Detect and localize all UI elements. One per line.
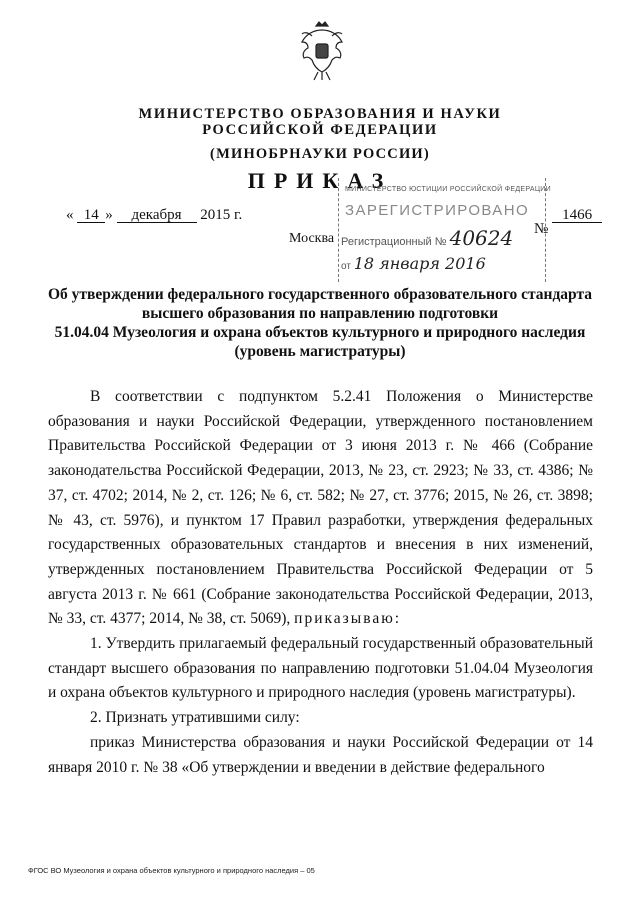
number-sign: № xyxy=(534,221,549,237)
page-footer: ФГОС ВО Музеология и охрана объектов культурного и природного наследия – 05 xyxy=(28,866,315,875)
order-number-value: 1466 xyxy=(552,209,602,223)
ministry-name-line2: РОССИЙСКОЙ ФЕДЕРАЦИИ xyxy=(202,122,438,138)
preamble-text: В соответствии с подпунктом 5.2.41 Положения о Министерстве образования и науки Российской Федерации, утвержденного постановлением Правительства Российской Федерации от 3 июня 2013 г. № 466 (Собрание законодательства Российской Федерации, 2013, № 23, ст. 2923; № 33, ст. 4386; № 37, ст. 4702; 2014, № 2, ст. 126; № 6, ст. 582; № 27, ст. 3776; 2015, № 26, ст. 3898; № 43, ст. 5976), и пунктом 17 Правил разработки, утверждения федеральных государственных образовательных стандартов и внесения в них изменений, утвержденных постановлением Правительства Российской Федерации от 5 августа 2013 г. № 661 (Собрание законодательства Российской Федерации, 2013, № 33, ст. 4377; 2014, № 38, ст. 5069), xyxy=(48,388,593,628)
registration-stamp xyxy=(338,178,551,282)
title-line4: (уровень магистратуры) xyxy=(234,343,406,360)
title-line2: высшего образования по направлению подготовки xyxy=(141,305,499,322)
order-city: Москва xyxy=(289,231,335,246)
paragraph-item1: 1. Утвердить прилагаемый федеральный государственный образовательный стандарт высшего образования по направлению подготовки 51.04.04 Музеология и охрана объектов культурного и природного наследия (уровень магистратуры). xyxy=(48,635,593,702)
open-quote: « xyxy=(66,207,74,223)
stamp-date xyxy=(341,254,486,273)
preamble-action: приказываю: xyxy=(294,610,402,628)
stamp-reg-label: Регистрационный № xyxy=(341,236,447,248)
stamp-reg-number-value: 40624 xyxy=(449,226,514,250)
order-year: 2015 г. xyxy=(200,207,243,223)
paragraph-item2: 2. Признать утратившими силу: xyxy=(90,709,300,727)
order-number xyxy=(534,207,602,238)
order-month: декабря xyxy=(117,209,197,223)
order-title xyxy=(40,285,600,361)
stamp-reg-number xyxy=(341,226,513,250)
ministry-name-line1: МИНИСТЕРСТВО ОБРАЗОВАНИЯ И НАУКИ xyxy=(138,106,502,122)
order-body xyxy=(48,385,593,780)
coat-of-arms-icon xyxy=(296,20,348,82)
stamp-date-value: 18 января 2016 xyxy=(353,254,486,273)
title-line3: 51.04.04 Музеология и охрана объектов культурного и природного наследия xyxy=(54,324,586,341)
stamp-ministry: МИНИСТЕРСТВО ЮСТИЦИИ РОССИЙСКОЙ ФЕДЕРАЦИИ xyxy=(345,186,551,193)
stamp-date-label: от xyxy=(341,261,351,272)
order-date xyxy=(66,207,242,224)
close-quote: » xyxy=(105,207,113,223)
paragraph-preamble xyxy=(48,385,593,632)
title-line1: Об утверждении федерального государственного образовательного стандарта xyxy=(47,286,593,303)
document-type: ПРИКАЗ xyxy=(247,168,393,193)
stamp-registered: ЗАРЕГИСТРИРОВАНО xyxy=(345,202,530,219)
paragraph-repealed-order: приказ Министерства образования и науки Российской Федерации от 14 января 2010 г. № 38 «Об утверждении и введении в действие федерального xyxy=(48,733,593,776)
order-day: 14 xyxy=(77,209,105,223)
ministry-short-name: (МИНОБРНАУКИ РОССИИ) xyxy=(210,146,430,162)
